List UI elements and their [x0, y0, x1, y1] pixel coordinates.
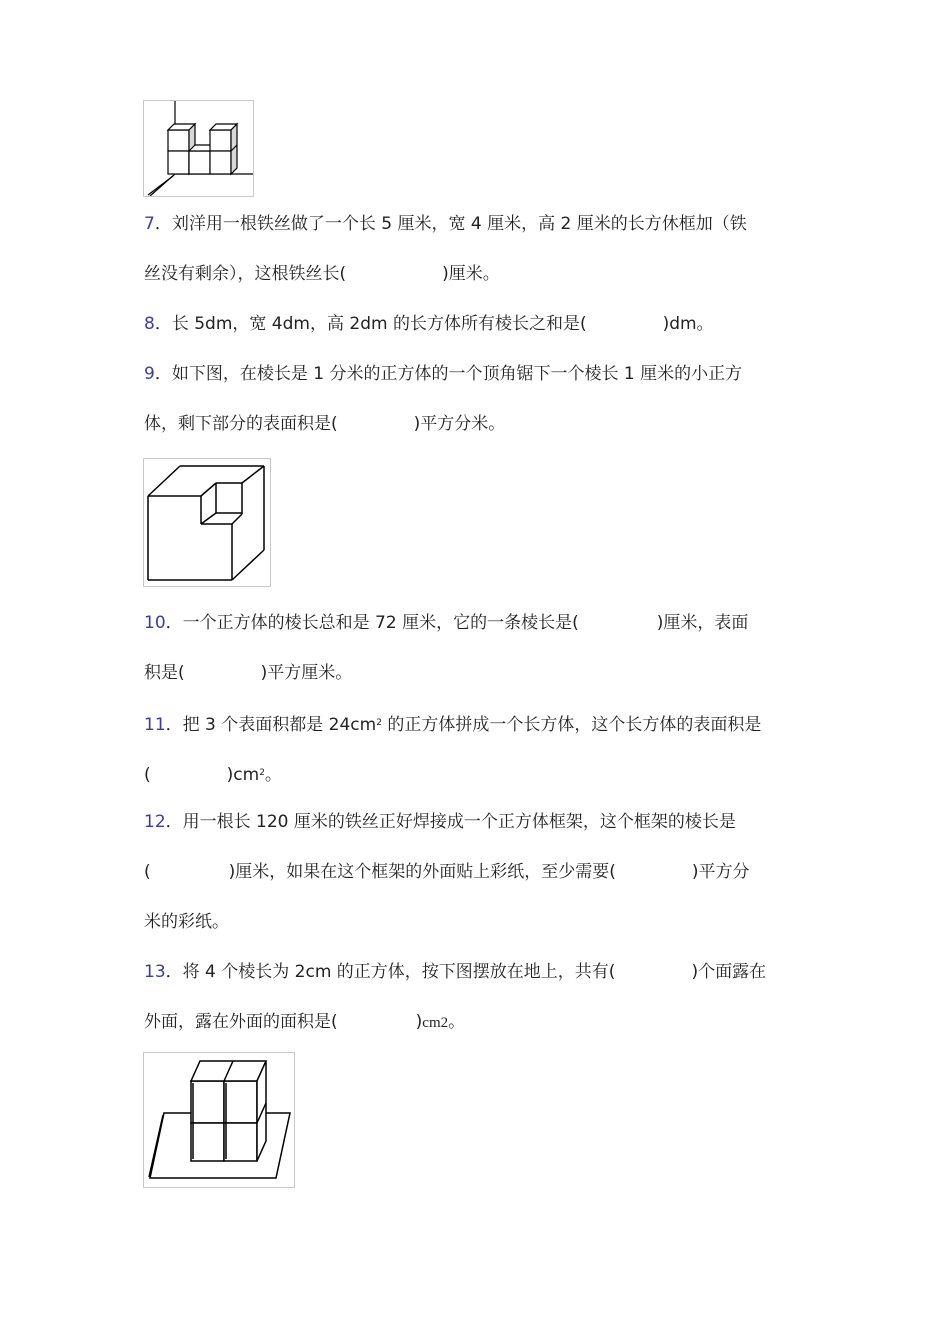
question-text: )平方厘米。: [260, 663, 353, 683]
superscript: 2: [376, 718, 382, 728]
question-text: )厘米，如果在这个框架的外面贴上彩纸，至少需要(: [228, 862, 616, 882]
question-10-line-2: [144, 661, 352, 685]
question-text: (: [144, 765, 151, 785]
question-number: 8: [144, 314, 155, 334]
question-7-line-2: [144, 262, 500, 286]
question-text: (: [144, 862, 151, 882]
question-text: ．如下图，在棱长是 1 分米的正方体的一个顶角锯下一个棱长 1 厘米的小正方: [154, 364, 743, 384]
question-text: ): [415, 1012, 423, 1032]
question-text: ．把 3 个表面积都是 24cm: [165, 715, 377, 735]
unit-text: cm2: [422, 1015, 449, 1031]
question-11-line-2: [144, 761, 282, 787]
question-number: 9: [144, 364, 155, 384]
question-text: )平方分米。: [413, 414, 506, 434]
question-text: ．刘洋用一根铁丝做了一个长 5 厘米，宽 4 厘米，高 2 厘米的长方休框加（铁: [154, 214, 747, 234]
question-text: ．用一根长 120 厘米的铁丝正好焊接成一个正方体框架，这个框架的棱长是: [165, 812, 736, 832]
question-text: )平方分: [691, 862, 750, 882]
question-text: 积是(: [144, 663, 185, 683]
question-13-line-2: [144, 1010, 465, 1035]
question-text: ．长 5dm，宽 4dm，高 2dm 的长方体所有棱长之和是(: [154, 314, 587, 334]
figure-four-cubes: [143, 1052, 295, 1188]
question-12-line-3: [144, 910, 229, 934]
question-text: )dm。: [662, 314, 714, 334]
question-10-line-1: [144, 611, 748, 635]
question-text: 。: [264, 765, 282, 785]
question-text: 外面，露在外面的面积是(: [144, 1012, 338, 1032]
question-9-line-2: [144, 412, 505, 436]
question-text: ．一个正方体的棱长总和是 72 厘米，它的一条棱长是(: [165, 613, 579, 633]
question-text: ．将 4 个棱长为 2cm 的正方体，按下图摆放在地上，共有(: [165, 962, 616, 982]
question-8: [144, 312, 714, 336]
question-7-line-1: [144, 212, 747, 236]
question-number: 11: [144, 715, 166, 735]
figure-corner-blocks: [143, 100, 254, 197]
question-13-line-1: [144, 960, 766, 984]
figure-cube-corner-cut: [143, 458, 271, 587]
question-9-line-1: [144, 362, 742, 386]
question-11-line-1: [144, 711, 761, 737]
question-text: 米的彩纸。: [144, 912, 229, 932]
question-text: 。: [448, 1012, 466, 1032]
question-text: )cm: [226, 765, 260, 785]
question-number: 7: [144, 214, 155, 234]
question-number: 12: [144, 812, 166, 832]
question-text: 的正方体拼成一个长方体，这个长方体的表面积是: [381, 715, 762, 735]
question-text: 丝没有剩余），这根铁丝长(: [144, 264, 347, 284]
question-text: )厘米，表面: [656, 613, 749, 633]
question-text: 体，剩下部分的表面积是(: [144, 414, 338, 434]
question-12-line-2: [144, 860, 750, 884]
question-text: )个面露在: [691, 962, 767, 982]
question-number: 10: [144, 613, 166, 633]
question-text: )厘米。: [442, 264, 500, 284]
superscript: 2: [259, 768, 265, 778]
question-number: 13: [144, 962, 166, 982]
question-12-line-1: [144, 810, 736, 834]
